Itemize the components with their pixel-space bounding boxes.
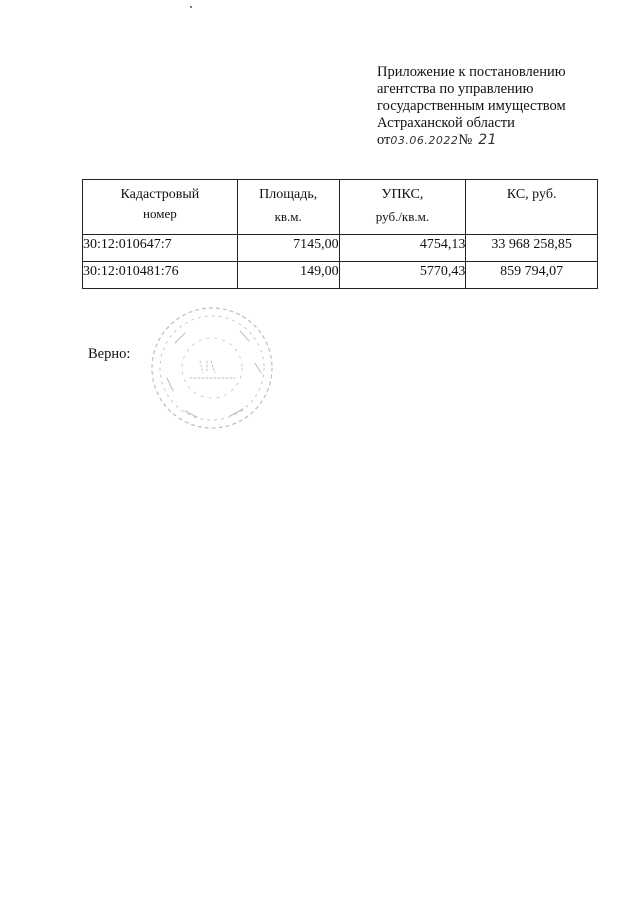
col-header-ks [466, 180, 598, 235]
number-prefix: № [458, 132, 473, 148]
table-header-row [83, 180, 598, 235]
round-seal-icon [145, 303, 280, 433]
date-prefix: от [377, 132, 391, 148]
table-row [83, 262, 598, 289]
col-header-sub: кв.м. [274, 209, 302, 224]
col-header-main: КС, руб. [506, 187, 557, 202]
header-line-4: Астраханской области [377, 115, 515, 131]
header-line-1: Приложение к постановлению [377, 64, 566, 80]
header-line-3: государственным имуществом [377, 98, 566, 114]
col-header-main: Кадастровый [120, 187, 200, 202]
handwritten-number: 21 [478, 132, 498, 148]
cell-cadastral-number: 30:12:010647:7 [83, 235, 238, 262]
scan-speck [190, 6, 192, 8]
cell-area: 149,00 [237, 262, 339, 289]
appendix-header [377, 64, 627, 149]
col-header-main: Площадь, [259, 187, 318, 202]
col-header-sub: руб./кв.м. [375, 209, 430, 224]
header-line-2: агентства по управлению [377, 81, 534, 97]
cell-upks: 5770,43 [339, 262, 466, 289]
cell-area: 7145,00 [237, 235, 339, 262]
col-header-sub: номер [143, 206, 177, 221]
col-header-main: УПКС, [381, 187, 424, 202]
cell-upks: 4754,13 [339, 235, 466, 262]
col-header-area [237, 180, 339, 235]
cell-ks: 33 968 258,85 [466, 235, 598, 262]
header-date-line [377, 132, 627, 149]
col-header-cadastral-number [83, 180, 238, 235]
cadastral-table [82, 179, 598, 289]
cell-cadastral-number: 30:12:010481:76 [83, 262, 238, 289]
col-header-upks [339, 180, 466, 235]
verno-label: Верно: [88, 346, 131, 362]
cell-ks: 859 794,07 [466, 262, 598, 289]
table-row [83, 235, 598, 262]
handwritten-date: 03.06.2022 [390, 134, 459, 147]
